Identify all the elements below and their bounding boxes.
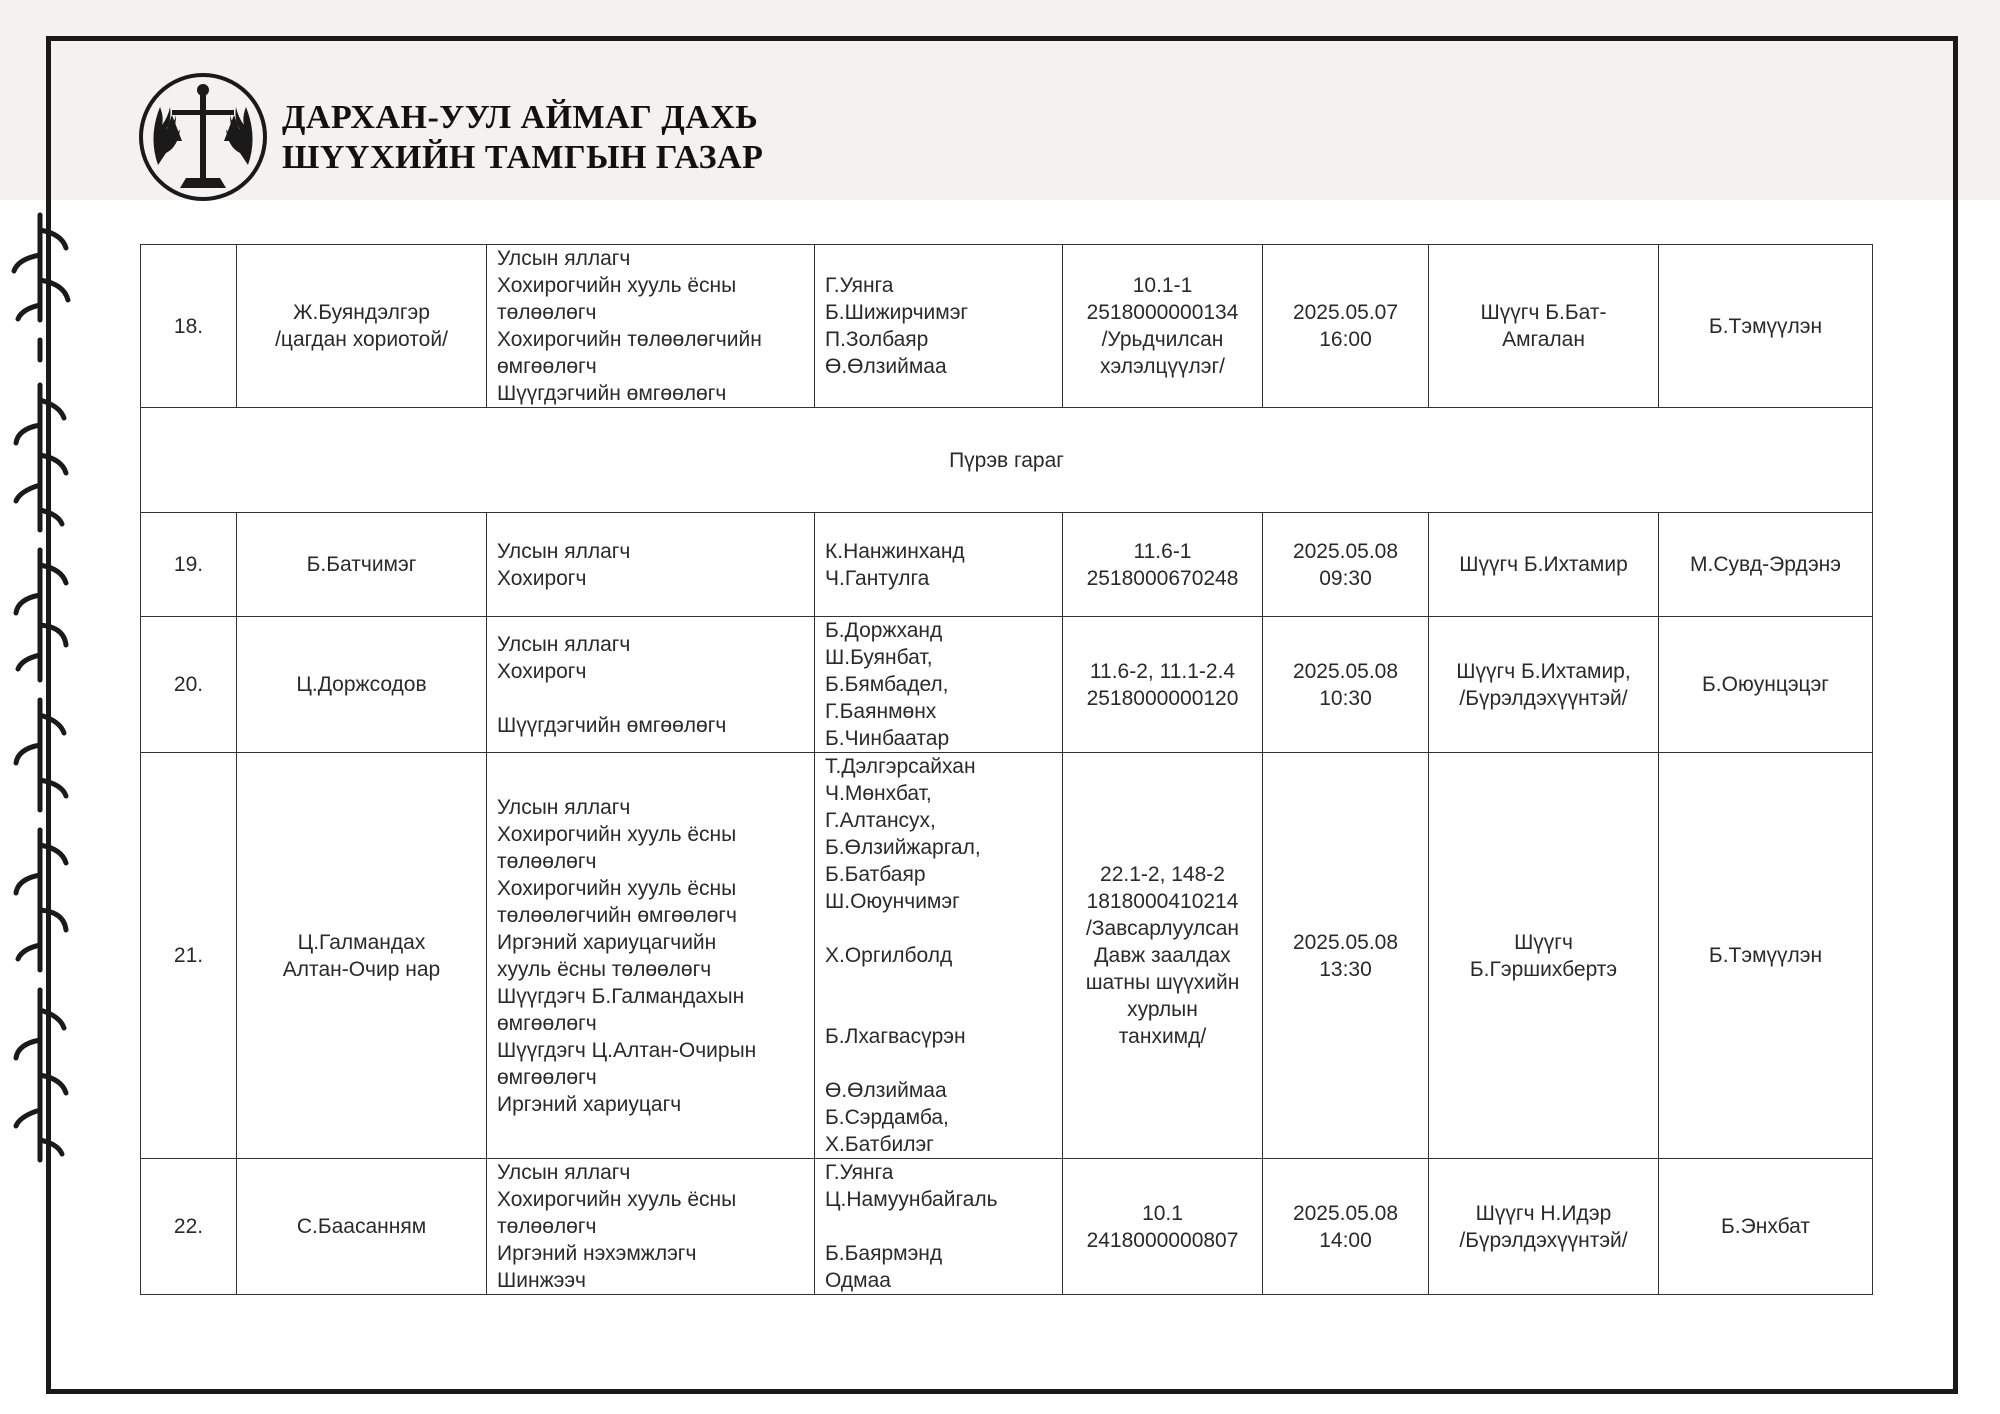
cell-line: 11.6-1	[1133, 539, 1192, 563]
cell-line: Ө.Өлзиймаа	[825, 355, 947, 378]
table-row	[141, 617, 1873, 753]
hearing-datetime-cell	[1263, 617, 1429, 753]
defendant-name-cell	[237, 245, 487, 408]
blank-line	[497, 685, 804, 712]
cell-line: 09:30	[1319, 566, 1372, 590]
cell-line: Иргэний нэхэмжлэгч	[497, 1242, 697, 1265]
case-code-cell	[1063, 753, 1263, 1159]
cell-line: Шүүгдэгчийн өмгөөлөгч	[497, 382, 727, 405]
hearing-datetime-cell	[1263, 1159, 1429, 1295]
cell-line: Шинжээч	[497, 1269, 586, 1292]
table-row	[141, 513, 1873, 617]
schedule-body	[141, 245, 1873, 1295]
participants-cell	[815, 617, 1063, 753]
case-number-cell: 18.	[141, 245, 237, 408]
party-roles-cell	[487, 1159, 815, 1295]
cell-line: Шүүгч	[1514, 930, 1573, 954]
cell-line: Б.Доржханд	[825, 619, 943, 642]
cell-line: Улсын яллагч	[497, 632, 631, 656]
cell-line: төлөөлөгч	[497, 1215, 597, 1238]
cell-line: Иргэний хариуцагчийн	[497, 930, 717, 954]
cell-line: Ц.Доржсодов	[296, 673, 427, 696]
cell-line: Г.Уянга	[825, 1161, 894, 1184]
cell-line: Г.Алтансух,	[825, 809, 936, 832]
cell-line: Х.Оргилболд	[825, 944, 953, 967]
cell-line: Иргэний хариуцагч	[497, 1092, 682, 1116]
cell-line: 10.1	[1142, 1201, 1183, 1225]
cell-line: 10:30	[1319, 686, 1372, 710]
organization-title	[282, 98, 763, 178]
cell-line: /Бүрэлдэхүүнтэй/	[1459, 1228, 1628, 1252]
blank-line	[825, 915, 1052, 942]
cell-line: Б.Гэршихбертэ	[1469, 957, 1618, 981]
secretary-cell: Б.Тэмүүлэн	[1659, 245, 1873, 408]
cell-line: хууль ёсны төлөөлөгч	[497, 957, 712, 981]
case-number-cell: 22.	[141, 1159, 237, 1295]
cell-line: 1818000410214	[1086, 890, 1239, 913]
weekday-label: Пүрэв гараг	[141, 408, 1873, 513]
party-roles-cell	[487, 617, 815, 753]
cell-line: Улсын яллагч	[497, 795, 631, 819]
hearing-schedule-table	[140, 244, 1873, 1295]
cell-line: Х.Батбилэг	[825, 1133, 934, 1156]
cell-line: Хохирогч	[497, 566, 587, 590]
cell-line: Б.Бямбадел,	[825, 673, 949, 696]
cell-line: Шүүгч Б.Ихтамир	[1459, 553, 1628, 576]
cell-line: Шүүгч Б.Ихтамир,	[1456, 659, 1631, 683]
cell-line: 2025.05.08	[1292, 659, 1399, 683]
case-number-cell: 21.	[141, 753, 237, 1159]
cell-line: 13:30	[1319, 957, 1372, 981]
cell-line: өмгөөлөгч	[497, 1065, 597, 1089]
cell-line: 2025.05.08	[1292, 1201, 1399, 1225]
cell-line: 22.1-2, 148-2	[1100, 863, 1225, 886]
cell-line: Хохирогчийн хууль ёсны	[497, 1188, 737, 1211]
party-roles-cell	[487, 513, 815, 617]
case-number-cell: 19.	[141, 513, 237, 617]
table-row	[141, 245, 1873, 408]
cell-line: Улсын яллагч	[497, 539, 631, 563]
cell-line: Хохирогч	[497, 659, 587, 683]
case-code-cell	[1063, 1159, 1263, 1295]
defendant-name-cell	[237, 513, 487, 617]
cell-line: 11.6-2, 11.1-2.4	[1089, 659, 1236, 683]
defendant-name-cell	[237, 1159, 487, 1295]
cell-line: Хохирогчийн хууль ёсны	[497, 822, 737, 846]
blank-line	[825, 969, 1052, 996]
party-roles-cell	[487, 753, 815, 1159]
cell-line: хэлэлцүүлэг/	[1099, 355, 1225, 378]
cell-line: Шүүгдэгч Б.Галмандахын	[497, 984, 745, 1008]
cell-line: Б.Шижирчимэг	[825, 301, 969, 324]
cell-line: Г.Баянмөнх	[825, 700, 937, 723]
cell-line: өмгөөлөгч	[497, 355, 597, 378]
judge-cell	[1429, 513, 1659, 617]
org-title-line2: ШҮҮХИЙН ТАМГЫН ГАЗАР	[282, 139, 764, 176]
table-row	[141, 753, 1873, 1159]
cell-line: Ч.Мөнхбат,	[825, 782, 932, 805]
participants-cell	[815, 1159, 1063, 1295]
cell-line: 2025.05.08	[1292, 930, 1399, 954]
blank-line	[825, 1050, 1052, 1077]
cell-line: 10.1-1	[1132, 274, 1193, 297]
cell-line: Шүүгдэгчийн өмгөөлөгч	[497, 713, 727, 737]
cell-line: хурлын	[1127, 998, 1198, 1021]
participants-cell	[815, 753, 1063, 1159]
blank-line	[825, 1213, 1052, 1240]
cell-line: 2518000000120	[1086, 686, 1239, 710]
cell-line: Г.Уянга	[825, 274, 894, 297]
cell-line: Б.Лхагвасүрэн	[825, 1025, 966, 1048]
cell-line: Одмаа	[825, 1269, 891, 1292]
cell-line: 2418000000807	[1086, 1228, 1239, 1252]
cell-line: Т.Дэлгэрсайхан	[825, 755, 976, 778]
weekday-separator-row	[141, 408, 1873, 513]
cell-line: Хохирогчийн хууль ёсны	[497, 274, 737, 297]
cell-line: Амгалан	[1502, 328, 1585, 351]
party-roles-cell	[487, 245, 815, 408]
cell-line: Ө.Өлзиймаа	[825, 1079, 947, 1102]
cell-line: /Завсарлуулсан	[1085, 917, 1240, 940]
table-row	[141, 1159, 1873, 1295]
cell-line: Шүүгдэгч Ц.Алтан-Очирын	[497, 1038, 757, 1062]
cell-line: Алтан-Очир нар	[282, 957, 441, 981]
case-code-cell	[1063, 513, 1263, 617]
cell-line: өмгөөлөгч	[497, 1011, 597, 1035]
cell-line: 14:00	[1319, 1228, 1372, 1252]
cell-line: төлөөлөгчийн өмгөөлөгч	[497, 903, 738, 927]
cell-line: Шүүгч Н.Идэр	[1475, 1201, 1612, 1225]
participants-cell	[815, 245, 1063, 408]
cell-line: Б.Өлзийжаргал,	[825, 836, 981, 859]
secretary-cell: Б.Оюунцэцэг	[1659, 617, 1873, 753]
hearing-datetime-cell	[1263, 245, 1429, 408]
cell-line: Б.Баярмэнд	[825, 1242, 943, 1265]
org-title-line1: ДАРХАН-УУЛ АЙМАГ ДАХЬ	[282, 99, 759, 136]
cell-line: 2518000670248	[1086, 566, 1239, 590]
cell-line: танхимд/	[1118, 1025, 1207, 1048]
cell-line: /Бүрэлдэхүүнтэй/	[1459, 686, 1628, 710]
cell-line: Ш.Буянбат,	[825, 646, 933, 669]
secretary-cell: Б.Энхбат	[1659, 1159, 1873, 1295]
cell-line: /цагдан хориотой/	[275, 328, 448, 351]
cell-line: Ж.Буяндэлгэр	[293, 301, 430, 324]
cell-line: Ц.Намуунбайгаль	[825, 1188, 998, 1211]
hearing-datetime-cell	[1263, 753, 1429, 1159]
cell-line: Б.Сэрдамба,	[825, 1106, 949, 1129]
cell-line: 16:00	[1319, 328, 1372, 351]
cell-line: С.Баасанням	[296, 1215, 427, 1238]
participants-cell	[815, 513, 1063, 617]
court-emblem-icon	[136, 70, 270, 204]
cell-line: төлөөлөгч	[497, 301, 597, 324]
cell-line: П.Золбаяр	[825, 328, 929, 351]
case-number-cell: 20.	[141, 617, 237, 753]
mongolian-script-icon	[0, 210, 90, 1170]
defendant-name-cell	[237, 753, 487, 1159]
cell-line: 2025.05.08	[1292, 539, 1399, 563]
cell-line: Хохирогчийн төлөөлөгчийн	[497, 328, 762, 351]
cell-line: Хохирогчийн хууль ёсны	[497, 876, 737, 900]
judge-cell	[1429, 245, 1659, 408]
judge-cell	[1429, 1159, 1659, 1295]
defendant-name-cell	[237, 617, 487, 753]
cell-line: Улсын яллагч	[497, 1161, 631, 1184]
cell-line: /Урьдчилсан	[1101, 328, 1224, 351]
cell-line: Ц.Галмандах	[297, 930, 426, 954]
secretary-cell: Б.Тэмүүлэн	[1659, 753, 1873, 1159]
cell-line: Улсын яллагч	[497, 247, 631, 270]
case-code-cell	[1063, 617, 1263, 753]
judge-cell	[1429, 753, 1659, 1159]
judge-cell	[1429, 617, 1659, 753]
cell-line: Б.Батчимэг	[306, 553, 417, 576]
cell-line: Ш.Оюунчимэг	[825, 890, 960, 913]
cell-line: Давж заалдах	[1094, 944, 1231, 967]
cell-line: шатны шүүхийн	[1085, 971, 1240, 994]
cell-line: Шүүгч Б.Бат-	[1480, 301, 1607, 324]
cell-line: Б.Чинбаатар	[825, 727, 950, 750]
cell-line: К.Нанжинханд	[825, 539, 965, 563]
cell-line: төлөөлөгч	[497, 849, 597, 873]
cell-line: 2518000000134	[1086, 301, 1239, 324]
cell-line: 2025.05.07	[1292, 301, 1399, 324]
blank-line	[825, 996, 1052, 1023]
cell-line: Ч.Гантулга	[825, 566, 930, 590]
hearing-datetime-cell	[1263, 513, 1429, 617]
cell-line: Б.Батбаяр	[825, 863, 926, 886]
secretary-cell: М.Сувд-Эрдэнэ	[1659, 513, 1873, 617]
case-code-cell	[1063, 245, 1263, 408]
